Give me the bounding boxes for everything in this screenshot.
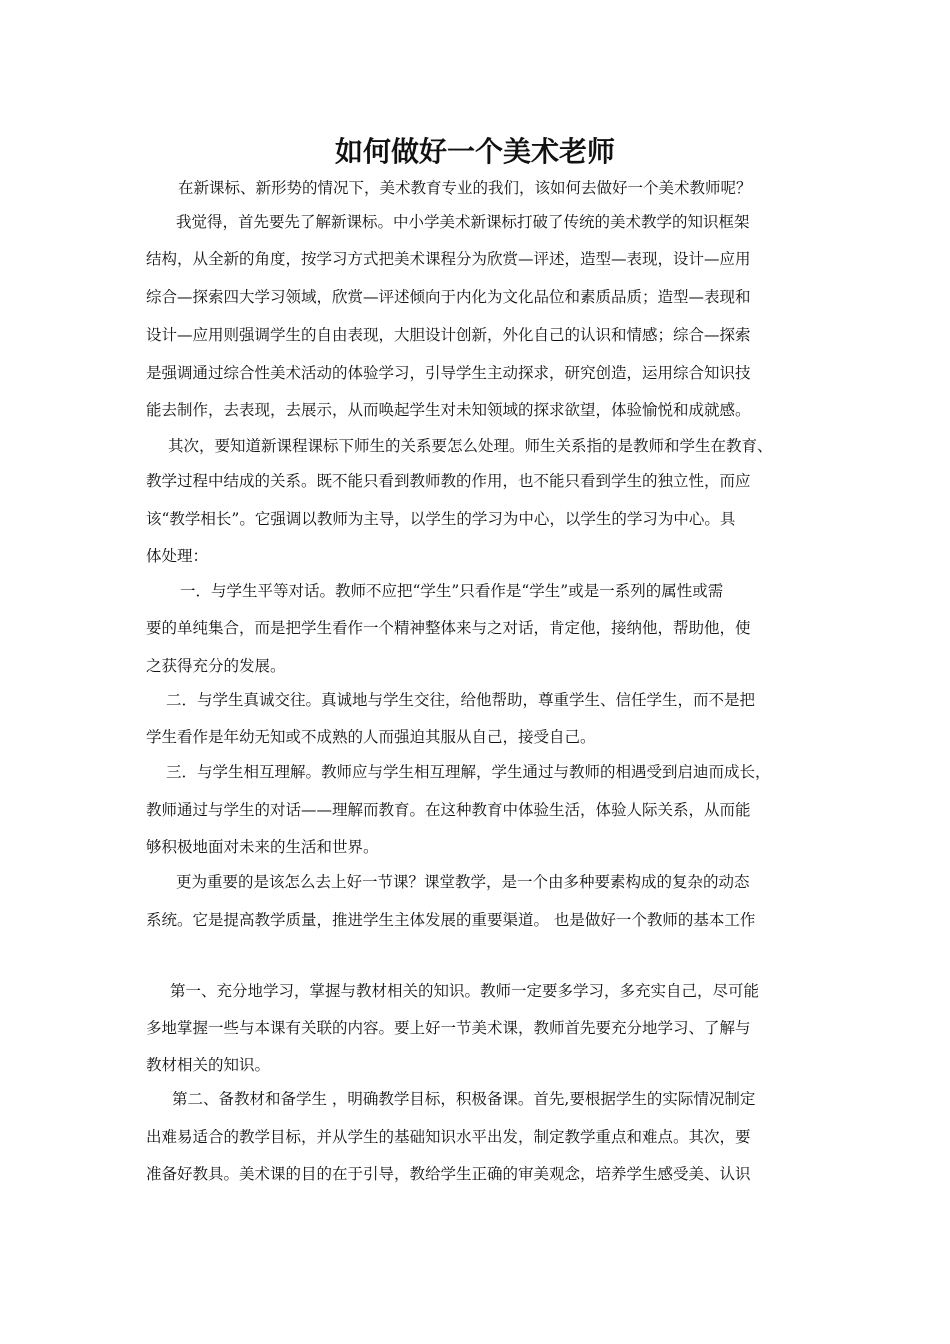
text-line: 其次，要知道新课程课标下师生的关系要怎么处理。师生关系指的是教师和学生在教育、 bbox=[168, 437, 773, 455]
text-line: 一．与学生平等对话。教师不应把“学生”只看作是“学生”或是一系列的属性或需 bbox=[180, 582, 724, 600]
text-line: 要的单纯集合，而是把学生看作一个精神整体来与之对话，肯定他，接纳他，帮助他，使 bbox=[146, 619, 751, 637]
text-line: 教学过程中结成的关系。既不能只看到教师教的作用，也不能只看到学生的独立性，而应 bbox=[146, 472, 751, 490]
text-line: 三．与学生相互理解。教师应与学生相互理解，学生通过与教师的相遇受到启迪而成长， bbox=[166, 763, 771, 781]
text-line: 学生看作是年幼无知或不成熟的人而强迫其服从自己，接受自己。 bbox=[146, 728, 596, 746]
text-line: 系统。它是提高教学质量，推进学生主体发展的重要渠道。 也是做好一个教师的基本工作 bbox=[146, 911, 756, 929]
text-line: 第二、备教材和备学生 ，明确教学目标，积极备课。首先,要根据学生的实际情况制定 bbox=[172, 1090, 756, 1108]
text-line: 结构，从全新的角度，按学习方式把美术课程分为欣赏—评述，造型—表现，设计—应用 bbox=[146, 250, 751, 268]
text-line: 出难易适合的教学目标，并从学生的基础知识水平出发，制定教学重点和难点。其次，要 bbox=[146, 1128, 751, 1146]
document-title: 如何做好一个美术老师 bbox=[334, 135, 615, 168]
text-line: 教材相关的知识。 bbox=[146, 1056, 271, 1074]
text-line: 在新课标、新形势的情况下，美术教育专业的我们，该如何去做好一个美术教师呢？ bbox=[178, 179, 752, 197]
text-line: 教师通过与学生的对话——理解而教育。在这种教育中体验生活，体验人际关系，从而能 bbox=[146, 801, 751, 819]
text-line: 第一、充分地学习，掌握与教材相关的知识。教师一定要多学习，多充实自己，尽可能 bbox=[170, 982, 760, 1000]
text-line: 综合—探索四大学习领域，欣赏—评述倾向于内化为文化品位和素质品质；造型—表现和 bbox=[146, 288, 751, 306]
text-line: 更为重要的是该怎么去上好一节课？课堂教学，是一个由多种要素构成的复杂的动态 bbox=[176, 873, 750, 891]
text-line: 多地掌握一些与本课有关联的内容。要上好一节美术课，教师首先要充分地学习、了解与 bbox=[146, 1019, 751, 1037]
text-line: 之获得充分的发展。 bbox=[146, 657, 286, 675]
text-line: 二．与学生真诚交往。真诚地与学生交往，给他帮助，尊重学生、信任学生，而不是把 bbox=[166, 691, 756, 709]
text-line: 该“教学相长”。它强调以教师为主导，以学生的学习为中心，以学生的学习为中心。具 bbox=[146, 510, 736, 528]
text-line: 能去制作，去表现，去展示，从而唤起学生对未知领域的探求欲望，体验愉悦和成就感。 bbox=[146, 401, 751, 419]
text-line: 够积极地面对未来的生活和世界。 bbox=[146, 838, 379, 856]
text-line: 是强调通过综合性美术活动的体验学习，引导学生主动探求，研究创造，运用综合知识技 bbox=[146, 364, 751, 382]
text-line: 准备好教具。美术课的目的在于引导，教给学生正确的审美观念，培养学生感受美、认识 bbox=[146, 1165, 751, 1183]
text-line: 体处理： bbox=[146, 547, 209, 565]
text-line: 我觉得，首先要先了解新课标。中小学美术新课标打破了传统的美术教学的知识框架 bbox=[176, 213, 750, 231]
text-line: 设计—应用则强调学生的自由表现，大胆设计创新，外化自己的认识和情感；综合—探索 bbox=[146, 326, 751, 344]
